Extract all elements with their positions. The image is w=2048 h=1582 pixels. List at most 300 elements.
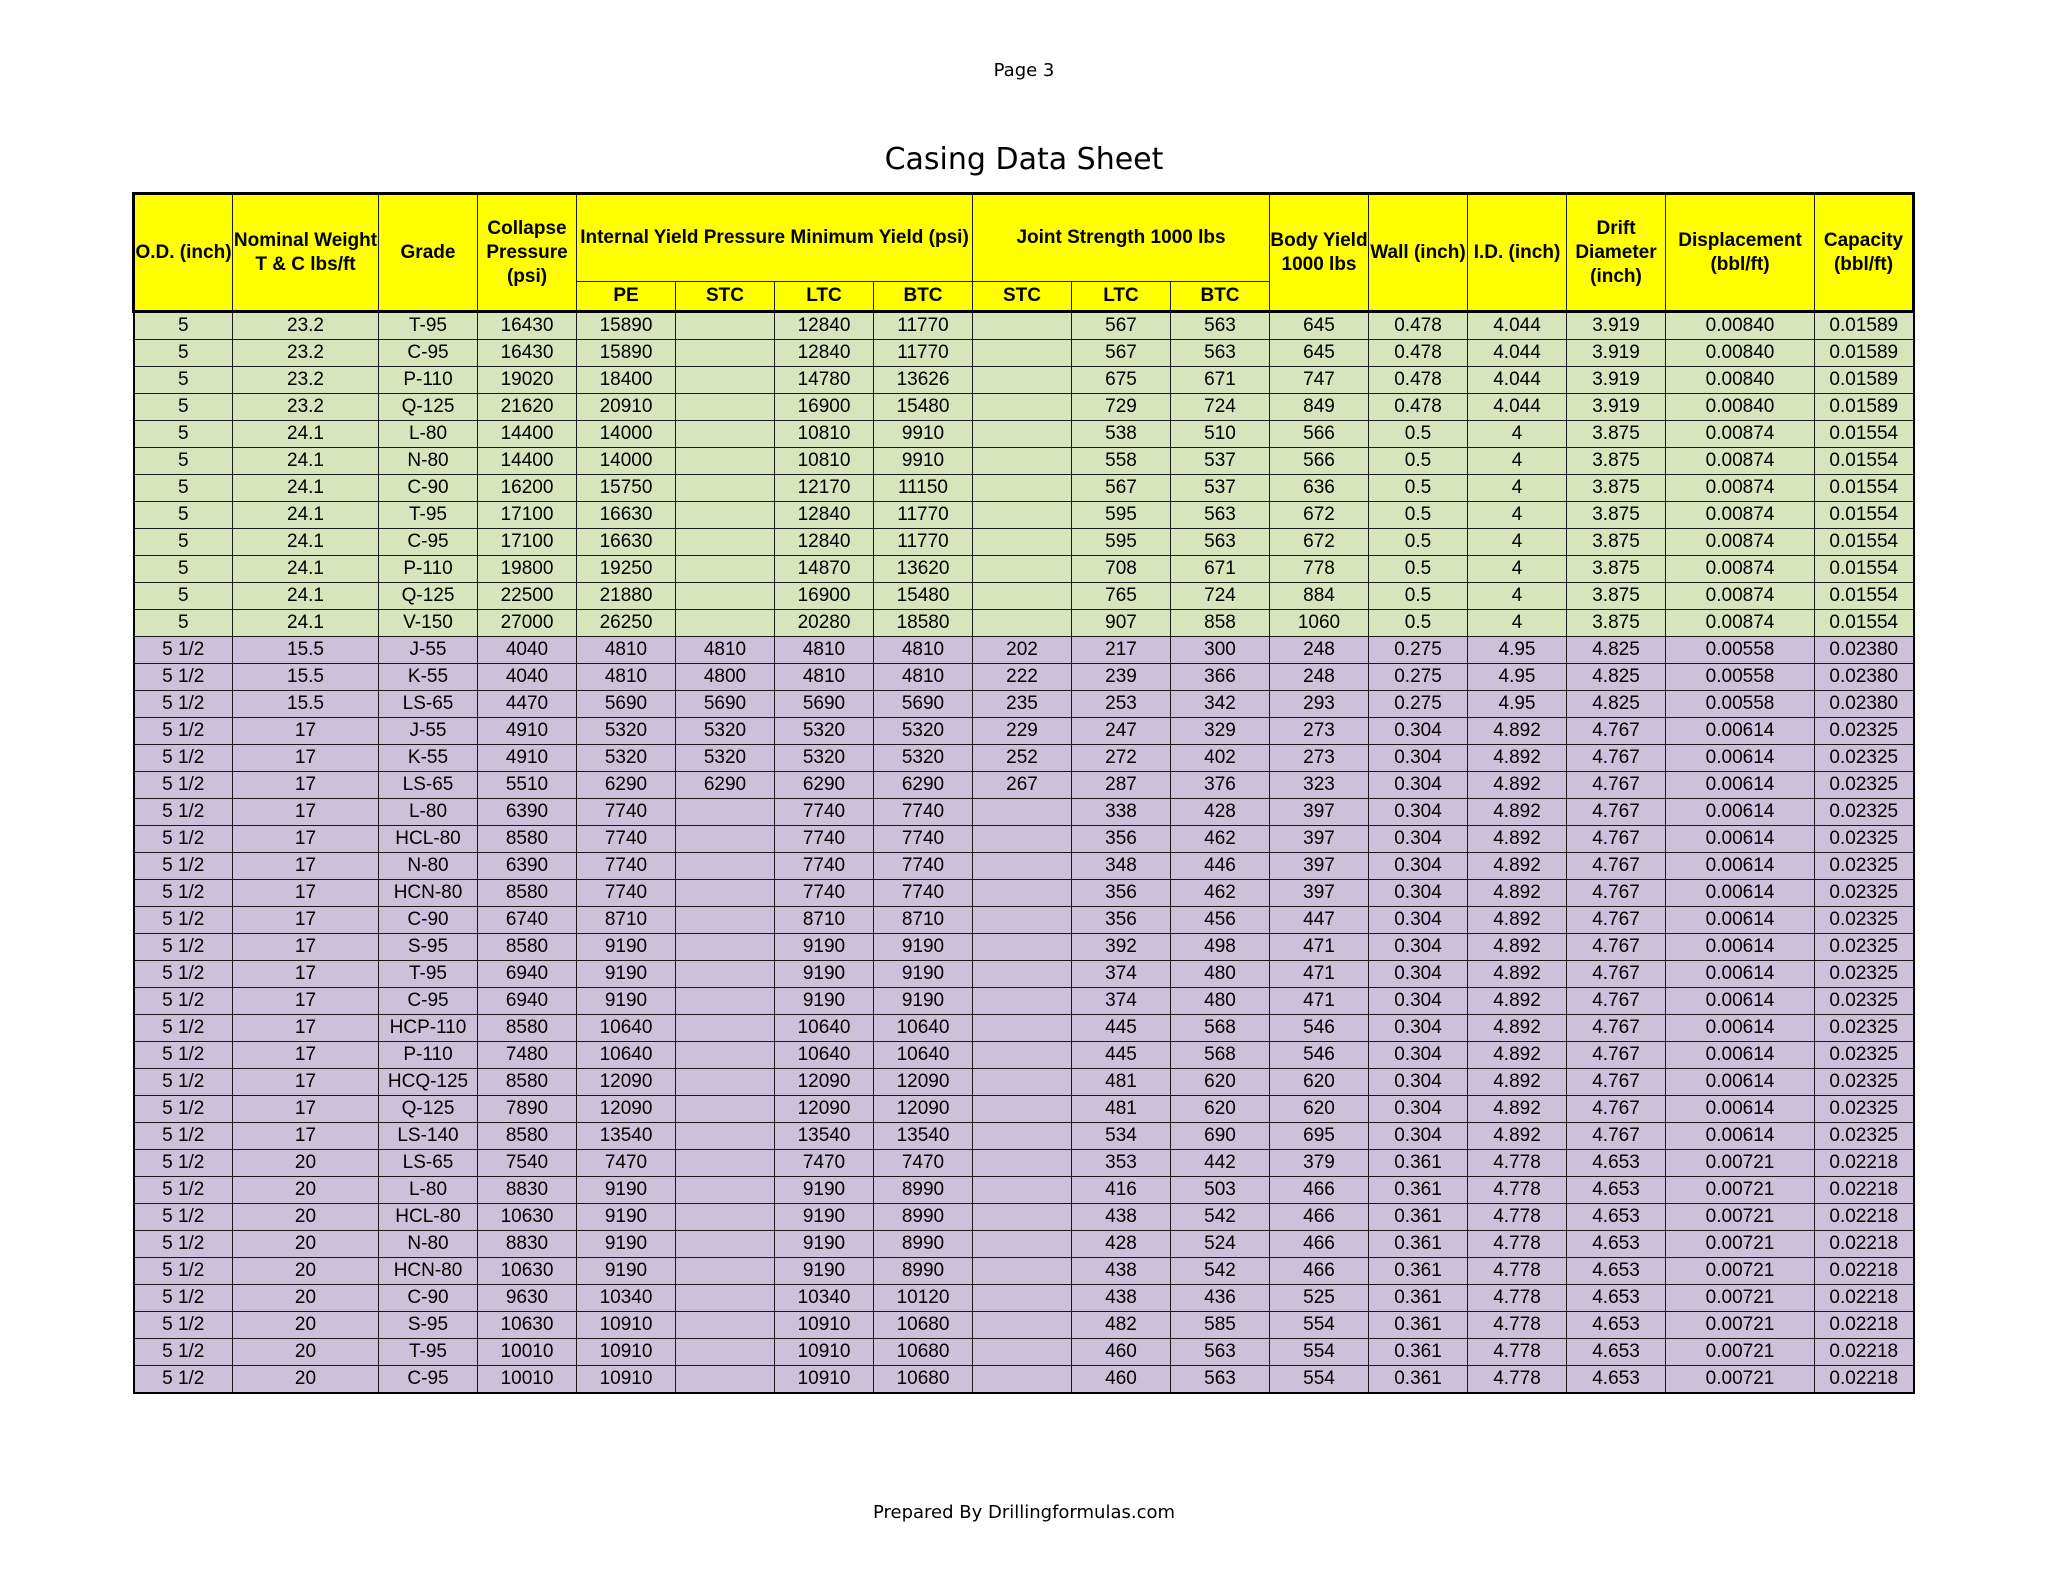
table-row [134, 826, 1914, 853]
table-cell: 392 [1072, 934, 1171, 961]
table-row [134, 1069, 1914, 1096]
table-cell: 0.00614 [1666, 1069, 1815, 1096]
table-cell: 695 [1270, 1123, 1369, 1150]
table-cell: 537 [1171, 448, 1270, 475]
table-cell: 0.304 [1369, 826, 1468, 853]
table-cell: 15890 [577, 340, 676, 367]
table-cell: 8990 [874, 1231, 973, 1258]
table-cell: 0.361 [1369, 1366, 1468, 1394]
table-cell: 566 [1270, 421, 1369, 448]
table-cell: 9190 [577, 988, 676, 1015]
table-cell [676, 1123, 775, 1150]
table-cell: 671 [1171, 556, 1270, 583]
table-cell: 563 [1171, 340, 1270, 367]
table-cell [973, 1123, 1072, 1150]
table-cell: 416 [1072, 1177, 1171, 1204]
table-cell: 5 1/2 [134, 1069, 233, 1096]
table-cell: 17 [233, 772, 379, 799]
table-cell: 0.00874 [1666, 556, 1815, 583]
table-cell [676, 961, 775, 988]
table-cell [973, 583, 1072, 610]
table-cell: 436 [1171, 1285, 1270, 1312]
table-cell: 563 [1171, 1366, 1270, 1394]
table-cell: 4810 [577, 637, 676, 664]
table-cell: HCL-80 [379, 1204, 478, 1231]
table-cell [973, 1042, 1072, 1069]
table-cell: 4 [1468, 502, 1567, 529]
table-cell [973, 556, 1072, 583]
table-cell: 17 [233, 907, 379, 934]
table-header [134, 194, 1914, 312]
table-cell: 4810 [577, 664, 676, 691]
table-cell: 17 [233, 826, 379, 853]
table-cell: 17 [233, 1042, 379, 1069]
table-cell: 0.02325 [1815, 1042, 1914, 1069]
table-cell: 0.02380 [1815, 691, 1914, 718]
table-cell: 11770 [874, 529, 973, 556]
table-cell: 567 [1072, 340, 1171, 367]
table-row [134, 312, 1914, 340]
table-cell: 10640 [874, 1042, 973, 1069]
table-cell: 0.5 [1369, 583, 1468, 610]
table-cell: 353 [1072, 1150, 1171, 1177]
table-cell: 0.02325 [1815, 853, 1914, 880]
table-cell: 5 [134, 421, 233, 448]
table-cell: 4810 [775, 637, 874, 664]
table-cell: 18580 [874, 610, 973, 637]
table-cell [973, 529, 1072, 556]
table-cell: 0.02218 [1815, 1231, 1914, 1258]
table-cell: C-95 [379, 340, 478, 367]
table-cell: 466 [1270, 1258, 1369, 1285]
table-cell: 7740 [874, 853, 973, 880]
table-cell: HCP-110 [379, 1015, 478, 1042]
table-cell: 708 [1072, 556, 1171, 583]
table-cell [973, 1312, 1072, 1339]
table-cell [973, 1069, 1072, 1096]
table-cell: 558 [1072, 448, 1171, 475]
table-cell: 747 [1270, 367, 1369, 394]
table-cell: 8580 [478, 1069, 577, 1096]
table-cell: 4.767 [1567, 1015, 1666, 1042]
table-cell: 0.00721 [1666, 1339, 1815, 1366]
table-row [134, 394, 1914, 421]
table-cell: 0.00614 [1666, 907, 1815, 934]
table-cell: 3.875 [1567, 475, 1666, 502]
table-cell: 379 [1270, 1150, 1369, 1177]
table-cell: 5320 [775, 718, 874, 745]
table-cell: 6940 [478, 961, 577, 988]
table-cell: 248 [1270, 637, 1369, 664]
table-cell: P-110 [379, 1042, 478, 1069]
table-cell: 566 [1270, 448, 1369, 475]
table-cell: 0.5 [1369, 448, 1468, 475]
table-cell: 525 [1270, 1285, 1369, 1312]
table-cell: 323 [1270, 772, 1369, 799]
table-cell: 10640 [577, 1042, 676, 1069]
table-cell: 4.767 [1567, 1069, 1666, 1096]
table-cell: 356 [1072, 907, 1171, 934]
table-cell: 15480 [874, 394, 973, 421]
table-cell: 0.478 [1369, 312, 1468, 340]
table-cell: 4.778 [1468, 1285, 1567, 1312]
table-cell: 0.361 [1369, 1339, 1468, 1366]
table-cell: 672 [1270, 502, 1369, 529]
table-cell: 11770 [874, 340, 973, 367]
table-cell [973, 1177, 1072, 1204]
table-cell: 534 [1072, 1123, 1171, 1150]
table-cell: 402 [1171, 745, 1270, 772]
table-cell: 0.00721 [1666, 1285, 1815, 1312]
table-cell: 0.00721 [1666, 1231, 1815, 1258]
table-cell: 14870 [775, 556, 874, 583]
table-cell: 0.361 [1369, 1312, 1468, 1339]
table-cell: 498 [1171, 934, 1270, 961]
table-cell [676, 853, 775, 880]
table-cell: 374 [1072, 988, 1171, 1015]
table-cell: 20 [233, 1150, 379, 1177]
table-cell: 374 [1072, 961, 1171, 988]
table-cell: 15.5 [233, 664, 379, 691]
table-cell: 15750 [577, 475, 676, 502]
table-cell: 15.5 [233, 691, 379, 718]
table-cell: 8830 [478, 1231, 577, 1258]
table-cell [676, 394, 775, 421]
table-cell: 5 [134, 367, 233, 394]
table-cell: 10910 [775, 1312, 874, 1339]
table-cell: 595 [1072, 529, 1171, 556]
table-cell: 0.00614 [1666, 853, 1815, 880]
table-cell: 9190 [577, 1231, 676, 1258]
table-cell: P-110 [379, 556, 478, 583]
table-cell: 8990 [874, 1204, 973, 1231]
table-cell: N-80 [379, 853, 478, 880]
table-cell: 10810 [775, 448, 874, 475]
table-cell: 5 1/2 [134, 1150, 233, 1177]
table-cell: 7740 [775, 826, 874, 853]
table-cell: 0.361 [1369, 1231, 1468, 1258]
table-cell: 4810 [676, 637, 775, 664]
table-cell: 0.02218 [1815, 1150, 1914, 1177]
table-cell: 10910 [775, 1366, 874, 1394]
table-cell: 0.361 [1369, 1150, 1468, 1177]
table-cell: C-95 [379, 1366, 478, 1394]
table-cell: 5 [134, 340, 233, 367]
table-cell: 24.1 [233, 421, 379, 448]
table-cell: 4810 [775, 664, 874, 691]
table-cell: 7740 [577, 853, 676, 880]
table-cell: 6390 [478, 853, 577, 880]
table-cell: 471 [1270, 934, 1369, 961]
table-cell: 4.778 [1468, 1177, 1567, 1204]
table-cell: 4.767 [1567, 934, 1666, 961]
table-cell [973, 1150, 1072, 1177]
table-cell: 10640 [775, 1042, 874, 1069]
table-cell: 356 [1072, 826, 1171, 853]
table-cell: 9190 [775, 1204, 874, 1231]
table-cell: 16430 [478, 312, 577, 340]
table-cell: 4.778 [1468, 1231, 1567, 1258]
table-cell: 471 [1270, 988, 1369, 1015]
table-cell: 672 [1270, 529, 1369, 556]
table-cell: 4.892 [1468, 718, 1567, 745]
table-cell: 4 [1468, 583, 1567, 610]
table-row [134, 610, 1914, 637]
table-cell: 10680 [874, 1366, 973, 1394]
table-cell: 0.02380 [1815, 664, 1914, 691]
table-cell: 0.00614 [1666, 718, 1815, 745]
table-cell: 0.01554 [1815, 529, 1914, 556]
table-cell: 0.00614 [1666, 934, 1815, 961]
table-cell: 12090 [577, 1096, 676, 1123]
table-cell: 7740 [775, 853, 874, 880]
table-cell: 4.892 [1468, 1042, 1567, 1069]
table-cell: 503 [1171, 1177, 1270, 1204]
table-cell: 3.875 [1567, 502, 1666, 529]
table-cell: 0.304 [1369, 880, 1468, 907]
table-cell: 4.892 [1468, 1015, 1567, 1042]
table-cell: 4.892 [1468, 1069, 1567, 1096]
table-row [134, 556, 1914, 583]
table-cell: 0.01589 [1815, 367, 1914, 394]
table-cell: 524 [1171, 1231, 1270, 1258]
table-cell: 778 [1270, 556, 1369, 583]
table-cell: 22500 [478, 583, 577, 610]
table-row [134, 934, 1914, 961]
table-cell: 10810 [775, 421, 874, 448]
table-cell [973, 907, 1072, 934]
table-cell: 24.1 [233, 529, 379, 556]
table-cell: 0.02218 [1815, 1339, 1914, 1366]
table-cell: 4.778 [1468, 1339, 1567, 1366]
table-cell [676, 312, 775, 340]
table-cell: 10680 [874, 1339, 973, 1366]
table-row [134, 475, 1914, 502]
table-row [134, 1177, 1914, 1204]
table-cell: 0.304 [1369, 934, 1468, 961]
table-cell: 20 [233, 1177, 379, 1204]
table-cell: 0.00614 [1666, 961, 1815, 988]
table-cell: 10630 [478, 1258, 577, 1285]
table-cell: 620 [1171, 1069, 1270, 1096]
table-cell: 8580 [478, 934, 577, 961]
table-cell: 17 [233, 718, 379, 745]
table-cell: 17100 [478, 529, 577, 556]
table-row [134, 907, 1914, 934]
table-cell: 456 [1171, 907, 1270, 934]
table-cell: 5320 [577, 718, 676, 745]
table-cell: 348 [1072, 853, 1171, 880]
table-cell [973, 421, 1072, 448]
table-cell: 585 [1171, 1312, 1270, 1339]
table-cell: 542 [1171, 1204, 1270, 1231]
table-cell [676, 1312, 775, 1339]
table-cell: 9190 [775, 934, 874, 961]
table-cell: N-80 [379, 1231, 478, 1258]
table-cell: 10630 [478, 1204, 577, 1231]
table-cell: 5 [134, 448, 233, 475]
table-cell: 9910 [874, 421, 973, 448]
table-cell: 10340 [577, 1285, 676, 1312]
table-cell: 849 [1270, 394, 1369, 421]
table-cell: 4.892 [1468, 988, 1567, 1015]
table-cell: 4.767 [1567, 772, 1666, 799]
table-cell: 466 [1270, 1204, 1369, 1231]
table-cell: 7470 [874, 1150, 973, 1177]
table-cell: 0.361 [1369, 1285, 1468, 1312]
table-cell: 12090 [874, 1069, 973, 1096]
table-cell: 8990 [874, 1258, 973, 1285]
table-row [134, 1366, 1914, 1394]
table-cell: 8990 [874, 1177, 973, 1204]
table-cell: 0.275 [1369, 637, 1468, 664]
table-cell: 13540 [775, 1123, 874, 1150]
table-cell [676, 502, 775, 529]
table-cell: 1060 [1270, 610, 1369, 637]
table-cell: 10010 [478, 1339, 577, 1366]
table-cell: 17 [233, 1096, 379, 1123]
table-cell: 287 [1072, 772, 1171, 799]
table-cell: 0.02325 [1815, 1096, 1914, 1123]
table-cell: 462 [1171, 880, 1270, 907]
table-cell: 0.304 [1369, 961, 1468, 988]
table-cell: 466 [1270, 1177, 1369, 1204]
table-cell: 3.875 [1567, 610, 1666, 637]
table-cell [676, 421, 775, 448]
table-cell [973, 610, 1072, 637]
table-cell: 480 [1171, 961, 1270, 988]
table-cell: 10640 [775, 1015, 874, 1042]
table-cell [973, 961, 1072, 988]
table-cell: 397 [1270, 799, 1369, 826]
table-cell: 24.1 [233, 448, 379, 475]
table-cell: 17 [233, 853, 379, 880]
table-cell: 4.892 [1468, 1123, 1567, 1150]
table-cell: Q-125 [379, 394, 478, 421]
table-cell: 5 1/2 [134, 1096, 233, 1123]
table-cell: 4 [1468, 421, 1567, 448]
table-cell: 16900 [775, 583, 874, 610]
table-cell: 0.00614 [1666, 1096, 1815, 1123]
table-cell: 0.01554 [1815, 421, 1914, 448]
table-cell [973, 1366, 1072, 1394]
table-cell: 21880 [577, 583, 676, 610]
table-cell: 10680 [874, 1312, 973, 1339]
table-cell: 342 [1171, 691, 1270, 718]
table-cell: 4.892 [1468, 1096, 1567, 1123]
table-cell: 7740 [874, 799, 973, 826]
table-cell: 3.919 [1567, 367, 1666, 394]
table-cell [676, 556, 775, 583]
table-cell: 21620 [478, 394, 577, 421]
table-cell: 24.1 [233, 610, 379, 637]
table-cell: 20 [233, 1231, 379, 1258]
table-row [134, 1258, 1914, 1285]
header-id: I.D. (inch) [1468, 194, 1567, 312]
table-cell: 438 [1072, 1204, 1171, 1231]
table-cell: 12840 [775, 340, 874, 367]
table-cell: 8580 [478, 880, 577, 907]
table-row [134, 1312, 1914, 1339]
table-cell [676, 448, 775, 475]
table-row [134, 718, 1914, 745]
table-cell: 0.304 [1369, 745, 1468, 772]
table-row [134, 691, 1914, 718]
table-cell [676, 1366, 775, 1394]
table-cell [973, 799, 1072, 826]
table-cell: 4.767 [1567, 988, 1666, 1015]
table-cell: 7890 [478, 1096, 577, 1123]
table-cell: 480 [1171, 988, 1270, 1015]
table-cell: 12170 [775, 475, 874, 502]
table-cell: 0.478 [1369, 367, 1468, 394]
table-cell: 9190 [775, 1258, 874, 1285]
table-cell: 12090 [577, 1069, 676, 1096]
table-cell: 0.00840 [1666, 394, 1815, 421]
table-cell: 0.00874 [1666, 475, 1815, 502]
table-cell: 510 [1171, 421, 1270, 448]
table-cell: 4.767 [1567, 1042, 1666, 1069]
table-cell: 4.892 [1468, 799, 1567, 826]
table-cell: 7740 [874, 826, 973, 853]
table-cell: 0.02325 [1815, 799, 1914, 826]
table-cell [676, 1069, 775, 1096]
table-cell [676, 799, 775, 826]
table-cell: 8580 [478, 826, 577, 853]
table-cell: 0.00614 [1666, 1123, 1815, 1150]
table-cell: 0.275 [1369, 691, 1468, 718]
table-cell: 4.044 [1468, 367, 1567, 394]
table-cell [973, 1096, 1072, 1123]
table-cell: 10340 [775, 1285, 874, 1312]
table-cell: 0.304 [1369, 907, 1468, 934]
table-cell [973, 394, 1072, 421]
table-cell: 729 [1072, 394, 1171, 421]
table-cell: 17100 [478, 502, 577, 529]
table-cell: 0.361 [1369, 1204, 1468, 1231]
table-cell: 563 [1171, 312, 1270, 340]
table-cell: 5 1/2 [134, 853, 233, 880]
table-cell [973, 1204, 1072, 1231]
table-cell: 5 1/2 [134, 1177, 233, 1204]
table-cell: 17 [233, 745, 379, 772]
table-cell [973, 312, 1072, 340]
table-cell: 10910 [577, 1366, 676, 1394]
table-cell: 9190 [577, 961, 676, 988]
table-cell: 4.653 [1567, 1312, 1666, 1339]
table-cell: 13540 [577, 1123, 676, 1150]
table-cell [973, 1285, 1072, 1312]
table-cell: 4040 [478, 637, 577, 664]
header-od: O.D. (inch) [134, 194, 233, 312]
table-row [134, 448, 1914, 475]
table-cell: 907 [1072, 610, 1171, 637]
table-cell: 6390 [478, 799, 577, 826]
table-cell: 8580 [478, 1015, 577, 1042]
table-cell: 19250 [577, 556, 676, 583]
table-cell: 538 [1072, 421, 1171, 448]
table-cell: 0.304 [1369, 1096, 1468, 1123]
table-cell: 0.01589 [1815, 312, 1914, 340]
table-cell: 12840 [775, 529, 874, 556]
table-cell: 563 [1171, 502, 1270, 529]
header-displacement: Displacement (bbl/ft) [1666, 194, 1815, 312]
page-footer: Prepared By Drillingformulas.com [872, 1502, 1176, 1523]
table-cell: 4.767 [1567, 1123, 1666, 1150]
table-cell: Q-125 [379, 583, 478, 610]
table-cell: 16630 [577, 529, 676, 556]
table-cell: 20910 [577, 394, 676, 421]
